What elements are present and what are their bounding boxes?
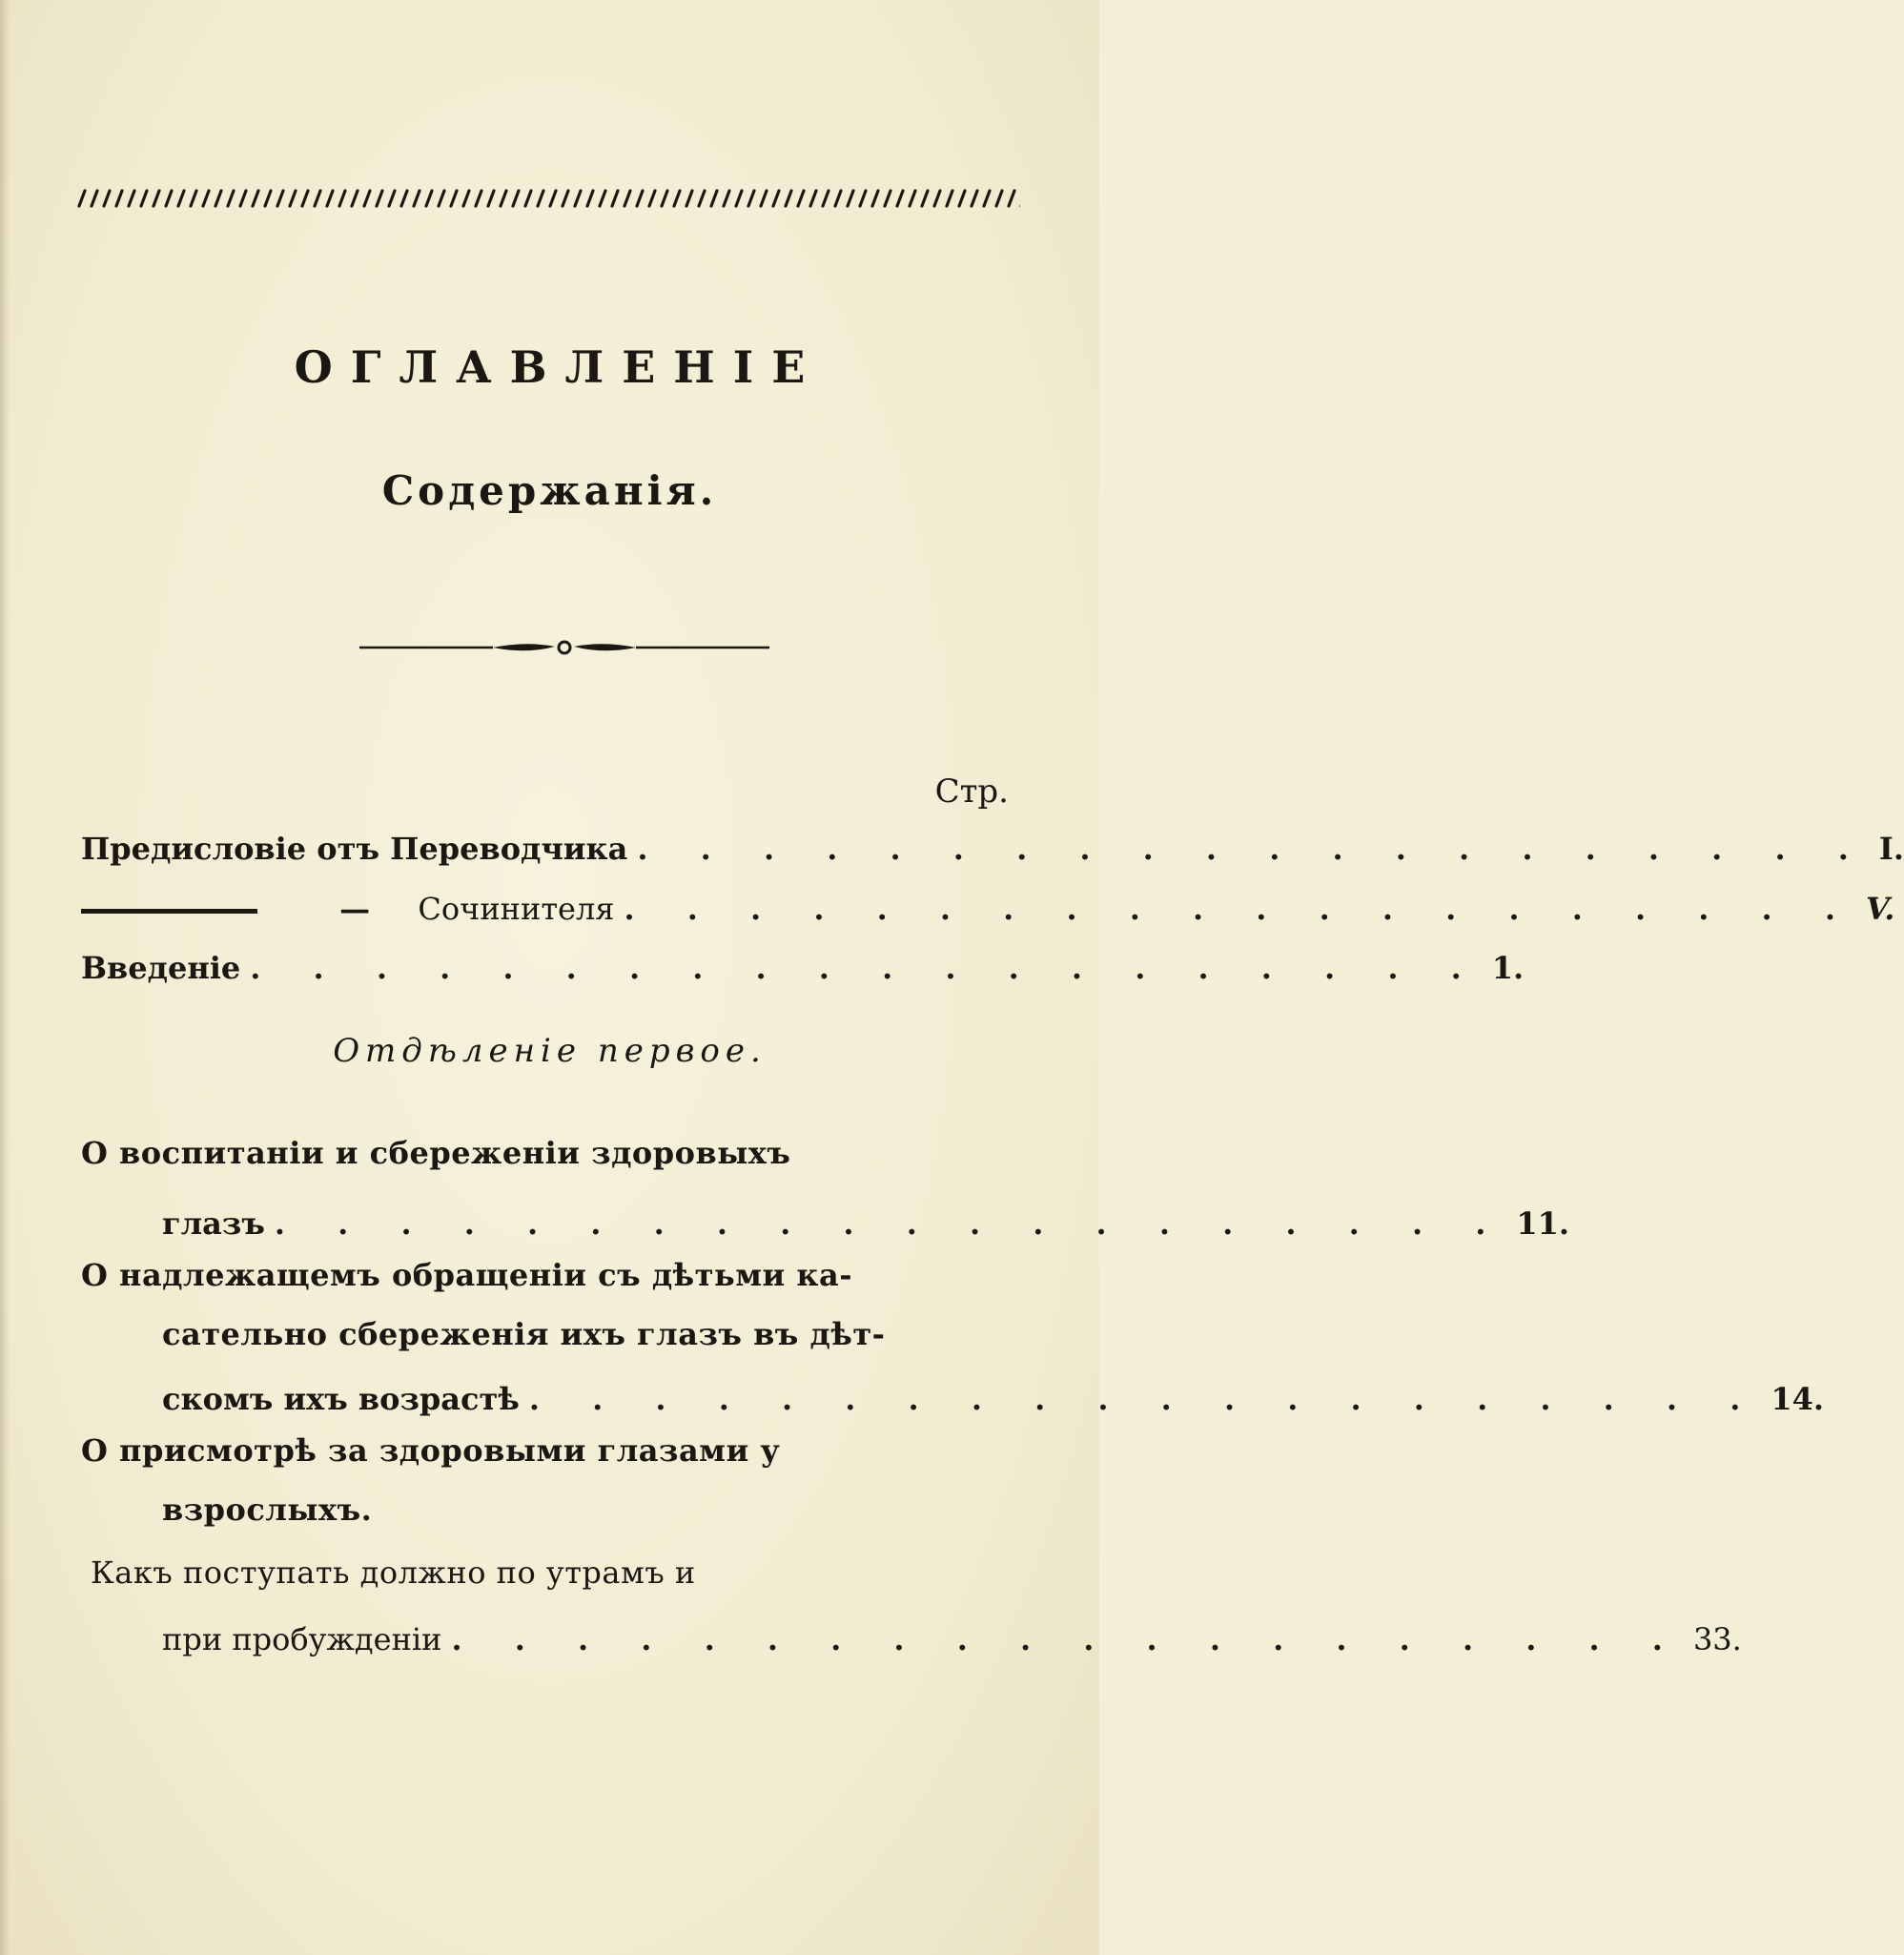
toc-entry-preface-translator bbox=[81, 815, 1904, 867]
toc-chapter-line: сательно сбереженія ихъ глазъ въ дѣт- bbox=[162, 1316, 886, 1352]
dot-leader: . . . . . . . . . . . . . . . . . . . . bbox=[624, 891, 1856, 927]
page-edge-shadow bbox=[0, 0, 10, 1955]
toc-entry-label: Предисловіе отъ Переводчика bbox=[81, 831, 628, 867]
dot-leader: . . . . . . . . . . . . . . . . . . . . bbox=[250, 950, 1483, 986]
toc-entry-label: Введеніе bbox=[81, 950, 241, 986]
toc-entry-chapter-2 bbox=[162, 1366, 1824, 1417]
toc-page-number: V. bbox=[1865, 891, 1895, 927]
toc-entry-introduction bbox=[81, 935, 1525, 986]
ditto-dash-rule bbox=[81, 909, 257, 914]
page-subtitle: Содержанія. bbox=[381, 467, 718, 514]
dot-leader: . . . . . . . . . . . . . . . . . . . . bbox=[637, 831, 1870, 867]
dot-leader: . . . . . . . . . . . . . . . . . . . . bbox=[451, 1621, 1684, 1657]
toc-entry-label: глазъ bbox=[162, 1205, 265, 1242]
toc-page-number: 33. bbox=[1692, 1621, 1742, 1657]
toc-page-number: 14. bbox=[1771, 1381, 1824, 1417]
toc-chapter-line: взрослыхъ. bbox=[162, 1492, 373, 1528]
header-ornament-rule bbox=[76, 187, 1020, 210]
toc-page-number: 1. bbox=[1491, 950, 1525, 986]
toc-entry-preface-author bbox=[81, 875, 1895, 927]
toc-entry-label: Сочинителя bbox=[418, 891, 615, 927]
toc-entry-label: при пробужденіи bbox=[162, 1621, 442, 1657]
toc-chapter-line: Какъ поступать должно по утрамъ и bbox=[91, 1554, 696, 1591]
toc-entry-label: скомъ ихъ возрастѣ bbox=[162, 1381, 520, 1417]
ornamental-divider bbox=[359, 637, 769, 658]
toc-entry-chapter-1 bbox=[162, 1190, 1570, 1242]
toc-entry-chapter-4 bbox=[162, 1606, 1742, 1657]
toc-chapter-line: О присмотрѣ за здоровыми глазами у bbox=[81, 1432, 781, 1469]
dot-leader: . . . . . . . . . . . . . . . . . . . . bbox=[274, 1205, 1507, 1242]
toc-chapter-line: О воспитаніи и сбереженіи здоровыхъ bbox=[81, 1135, 791, 1171]
page-title: ОГЛАВЛЕНІЕ bbox=[294, 341, 824, 393]
ditto-dash: — bbox=[339, 891, 371, 927]
toc-page-number: 11. bbox=[1516, 1205, 1570, 1242]
page-column-header: Стр. bbox=[934, 772, 1009, 811]
toc-chapter-line: О надлежащемъ обращеніи съ дѣтьми ка- bbox=[81, 1257, 853, 1293]
toc-page-number: I. bbox=[1878, 831, 1904, 867]
section-heading: Отдѣленіе первое. bbox=[333, 1032, 767, 1070]
dot-leader: . . . . . . . . . . . . . . . . . . . . bbox=[528, 1381, 1762, 1417]
